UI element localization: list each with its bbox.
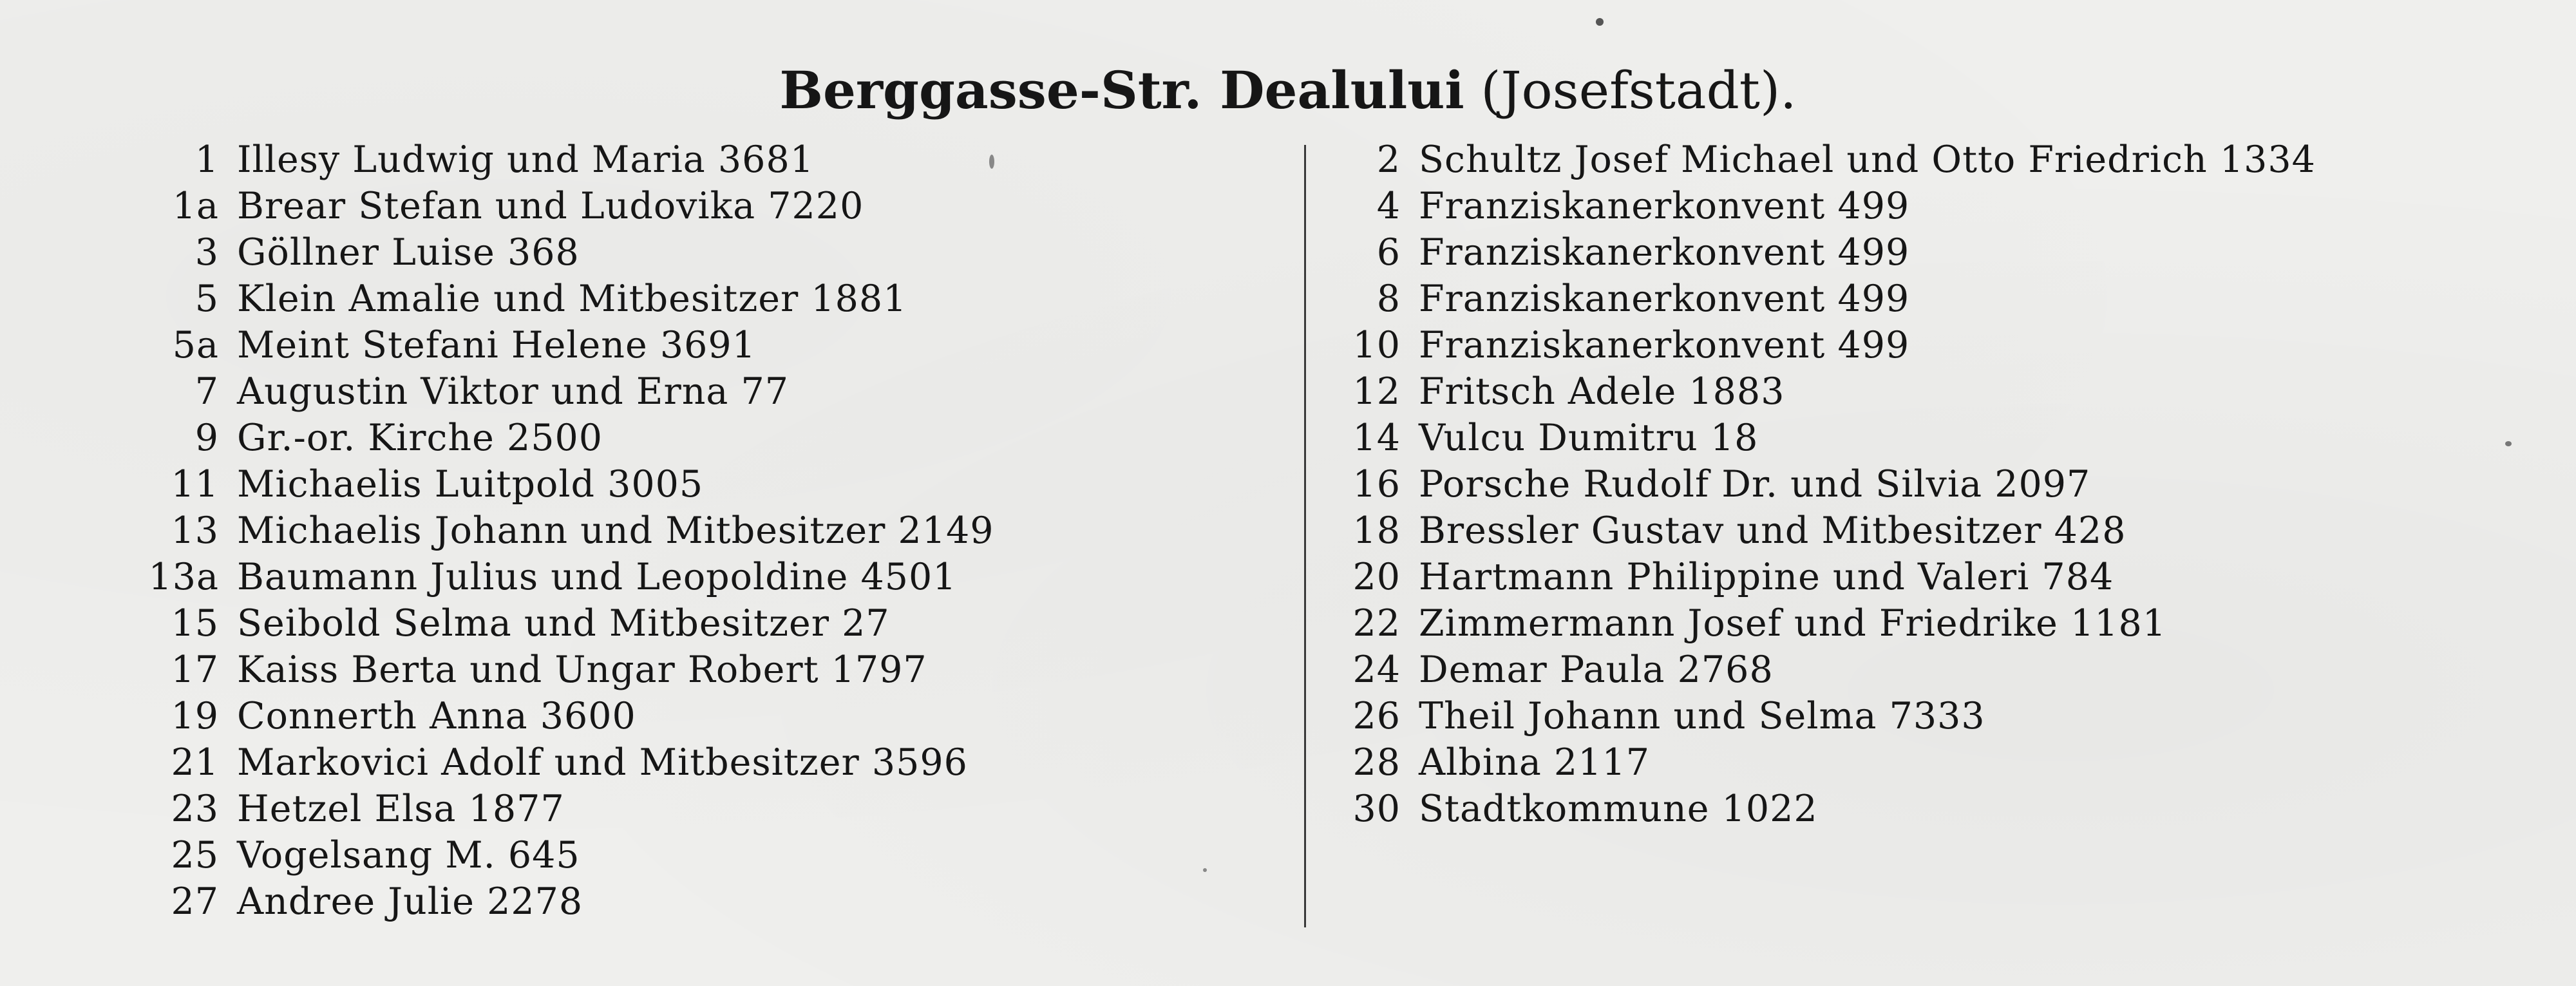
list-item — [145, 229, 994, 276]
house-number: 12 — [1352, 370, 1401, 413]
list-item — [145, 600, 994, 647]
house-number: 18 — [1352, 509, 1401, 552]
list-item — [145, 507, 994, 554]
list-item — [145, 739, 994, 786]
owner-text: Seibold Selma und Mitbesitzer 27 — [237, 602, 890, 645]
house-number: 7 — [194, 370, 219, 413]
list-item — [1336, 415, 2316, 461]
owner-text: Franziskanerkonvent 499 — [1419, 185, 1910, 227]
house-number: 21 — [171, 741, 219, 784]
list-item — [145, 786, 994, 832]
list-item — [1336, 786, 2316, 832]
house-number: 27 — [171, 880, 219, 923]
house-number: 5a — [172, 324, 219, 366]
list-item — [1336, 183, 2316, 229]
list-item — [1336, 739, 2316, 786]
house-number: 22 — [1352, 602, 1401, 645]
house-number: 11 — [171, 463, 219, 506]
owner-text: Brear Stefan und Ludovika 7220 — [237, 185, 864, 227]
list-item — [145, 415, 994, 461]
owner-text: Klein Amalie und Mitbesitzer 1881 — [237, 278, 907, 320]
paper-speck — [1203, 868, 1207, 872]
owner-text: Albina 2117 — [1419, 741, 1650, 784]
list-item — [1336, 507, 2316, 554]
owner-text: Göllner Luise 368 — [237, 231, 580, 274]
owner-text: Michaelis Luitpold 3005 — [237, 463, 704, 506]
list-item — [1336, 137, 2316, 183]
owner-text: Vogelsang M. 645 — [237, 834, 580, 877]
list-item — [145, 832, 994, 878]
paper-speck — [2505, 441, 2512, 446]
house-number: 15 — [171, 602, 219, 645]
owner-text: Michaelis Johann und Mitbesitzer 2149 — [237, 509, 994, 552]
owner-text: Schultz Josef Michael und Otto Friedrich 1334 — [1419, 138, 2316, 181]
list-item — [145, 461, 994, 507]
house-number: 19 — [171, 695, 219, 737]
list-item — [145, 368, 994, 415]
house-number: 30 — [1352, 788, 1401, 830]
owner-text: Andree Julie 2278 — [237, 880, 583, 923]
owner-text: Franziskanerkonvent 499 — [1419, 231, 1910, 274]
list-item — [145, 183, 994, 229]
owner-text: Bressler Gustav und Mitbesitzer 428 — [1419, 509, 2126, 552]
house-number: 1a — [172, 185, 219, 227]
list-item — [1336, 368, 2316, 415]
paper-speck — [989, 155, 994, 169]
owner-text: Franziskanerkonvent 499 — [1419, 324, 1910, 366]
owner-text: Zimmermann Josef und Friedrike 1181 — [1419, 602, 2167, 645]
house-number: 20 — [1352, 556, 1401, 598]
owner-text: Vulcu Dumitru 18 — [1419, 417, 1759, 459]
house-number: 26 — [1352, 695, 1401, 737]
list-item — [1336, 554, 2316, 600]
list-item — [1336, 600, 2316, 647]
list-item — [145, 693, 994, 739]
house-number: 13a — [148, 556, 219, 598]
list-item — [145, 554, 994, 600]
list-item — [1336, 461, 2316, 507]
list-item — [145, 878, 994, 925]
house-number: 25 — [171, 834, 219, 877]
owner-text: Augustin Viktor und Erna 77 — [237, 370, 790, 413]
house-number: 6 — [1376, 231, 1401, 274]
owner-text: Connerth Anna 3600 — [237, 695, 636, 737]
column-divider — [1304, 145, 1306, 927]
owner-text: Illesy Ludwig und Maria 3681 — [237, 138, 814, 181]
house-number: 23 — [171, 788, 219, 830]
house-number: 4 — [1376, 185, 1401, 227]
list-item — [145, 647, 994, 693]
house-number: 9 — [194, 417, 219, 459]
list-item — [145, 276, 994, 322]
house-number: 16 — [1352, 463, 1401, 506]
owner-text: Porsche Rudolf Dr. und Silvia 2097 — [1419, 463, 2091, 506]
owner-text: Fritsch Adele 1883 — [1419, 370, 1785, 413]
house-number: 13 — [171, 509, 219, 552]
owner-text: Stadtkommune 1022 — [1419, 788, 1818, 830]
house-number: 5 — [194, 278, 219, 320]
list-item — [145, 322, 994, 368]
district-name: (Josefstadt). — [1481, 61, 1797, 120]
list-item — [1336, 276, 2316, 322]
owner-text: Gr.-or. Kirche 2500 — [237, 417, 603, 459]
house-number: 24 — [1352, 649, 1401, 691]
list-item — [1336, 693, 2316, 739]
owner-text: Hetzel Elsa 1877 — [237, 788, 565, 830]
house-number: 3 — [194, 231, 219, 274]
house-number: 10 — [1352, 324, 1401, 366]
owner-text: Meint Stefani Helene 3691 — [237, 324, 756, 366]
house-number: 8 — [1376, 278, 1401, 320]
owner-text: Markovici Adolf und Mitbesitzer 3596 — [237, 741, 968, 784]
owner-text: Demar Paula 2768 — [1419, 649, 1774, 691]
page-title — [0, 55, 2576, 126]
owner-text: Hartmann Philippine und Valeri 784 — [1419, 556, 2114, 598]
list-item — [1336, 229, 2316, 276]
house-number: 2 — [1376, 138, 1401, 181]
house-number: 28 — [1352, 741, 1401, 784]
owner-text: Baumann Julius und Leopoldine 4501 — [237, 556, 957, 598]
list-item — [145, 137, 994, 183]
owner-text: Franziskanerkonvent 499 — [1419, 278, 1910, 320]
odd-numbers-column — [145, 137, 994, 925]
list-item — [1336, 647, 2316, 693]
list-item — [1336, 322, 2316, 368]
owner-text: Theil Johann und Selma 7333 — [1419, 695, 1985, 737]
paper-speck — [1596, 18, 1604, 26]
street-name: Berggasse-Str. Dealului — [779, 60, 1464, 120]
house-number: 1 — [194, 138, 219, 181]
owner-text: Kaiss Berta und Ungar Robert 1797 — [237, 649, 927, 691]
house-number: 14 — [1352, 417, 1401, 459]
house-number: 17 — [171, 649, 219, 691]
even-numbers-column — [1336, 137, 2316, 832]
